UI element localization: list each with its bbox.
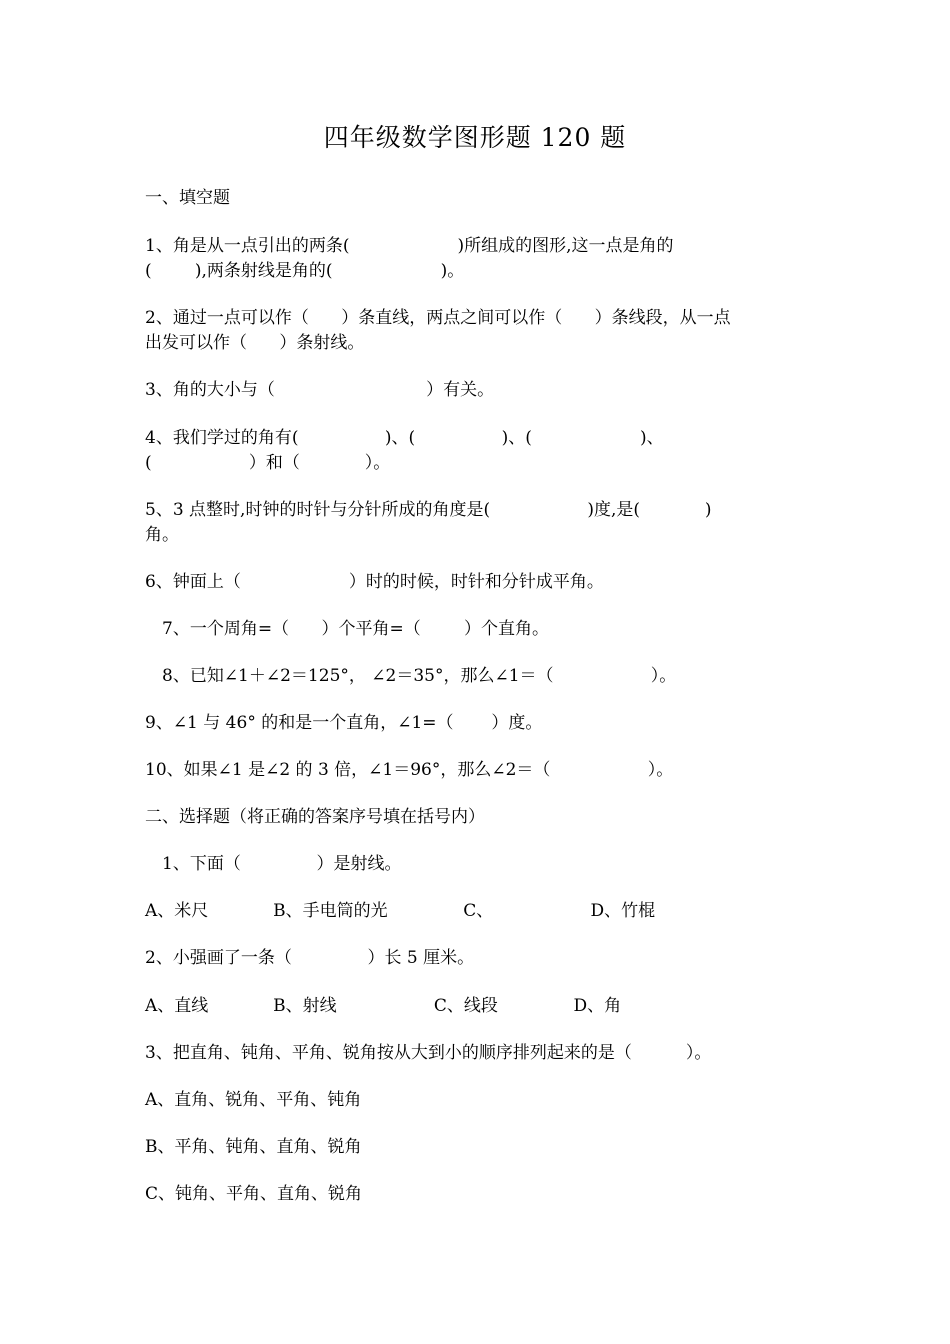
question-2-line-2: 出发可以作（ ）条射线。 [145, 333, 365, 353]
section-heading-multiple-choice: 二、选择题（将正确的答案序号填在括号内） [145, 807, 485, 827]
choice-question-3-option-b: B、平角、钝角、直角、锐角 [145, 1137, 362, 1157]
question-4-line-2: ( ）和（ ）。 [145, 453, 391, 473]
page-title: 四年级数学图形题 120 题 [323, 123, 627, 152]
question-5-line-1: 5、3 点整时,时钟的时针与分针所成的角度是( )度,是( ) [145, 500, 712, 520]
question-2-line-1: 2、通过一点可以作（ ）条直线，两点之间可以作（ ）条线段，从一点 [145, 308, 731, 328]
question-1-line-2: ( ),两条射线是角的( )。 [145, 261, 465, 281]
choice-question-1-options: A、米尺 B、手电筒的光 C、 D、竹棍 [145, 901, 656, 921]
choice-question-2-options: A、直线 B、射线 C、线段 D、角 [145, 996, 622, 1016]
choice-question-3-option-a: A、直角、锐角、平角、钝角 [145, 1090, 362, 1110]
question-7: 7、一个周角=（ ）个平角=（ ）个直角。 [162, 619, 549, 639]
question-8: 8、已知∠1＋∠2＝125°， ∠2＝35°，那么∠1＝（ ）。 [162, 666, 677, 686]
question-6: 6、钟面上（ ）时的时候，时针和分针成平角。 [145, 572, 604, 592]
question-1-line-1: 1、角是从一点引出的两条( )所组成的图形,这一点是角的 [145, 236, 674, 256]
choice-question-2-stem: 2、小强画了一条（ ）长 5 厘米。 [145, 948, 475, 968]
question-4-line-1: 4、我们学过的角有( )、( )、( )、 [145, 428, 664, 448]
question-10: 10、如果∠1 是∠2 的 3 倍，∠1＝96°，那么∠2＝（ ）。 [145, 760, 674, 780]
choice-question-1-stem: 1、下面（ ）是射线。 [162, 854, 402, 874]
choice-question-3-stem: 3、把直角、钝角、平角、锐角按从大到小的顺序排列起来的是（ ）。 [145, 1043, 712, 1063]
choice-question-3-option-c: C、钝角、平角、直角、锐角 [145, 1184, 363, 1204]
question-3: 3、角的大小与（ ）有关。 [145, 380, 495, 400]
question-5-line-2: 角。 [145, 525, 179, 545]
question-9: 9、∠1 与 46° 的和是一个直角，∠1=（ ）度。 [145, 713, 543, 733]
section-heading-fill-blank: 一、填空题 [145, 188, 230, 208]
